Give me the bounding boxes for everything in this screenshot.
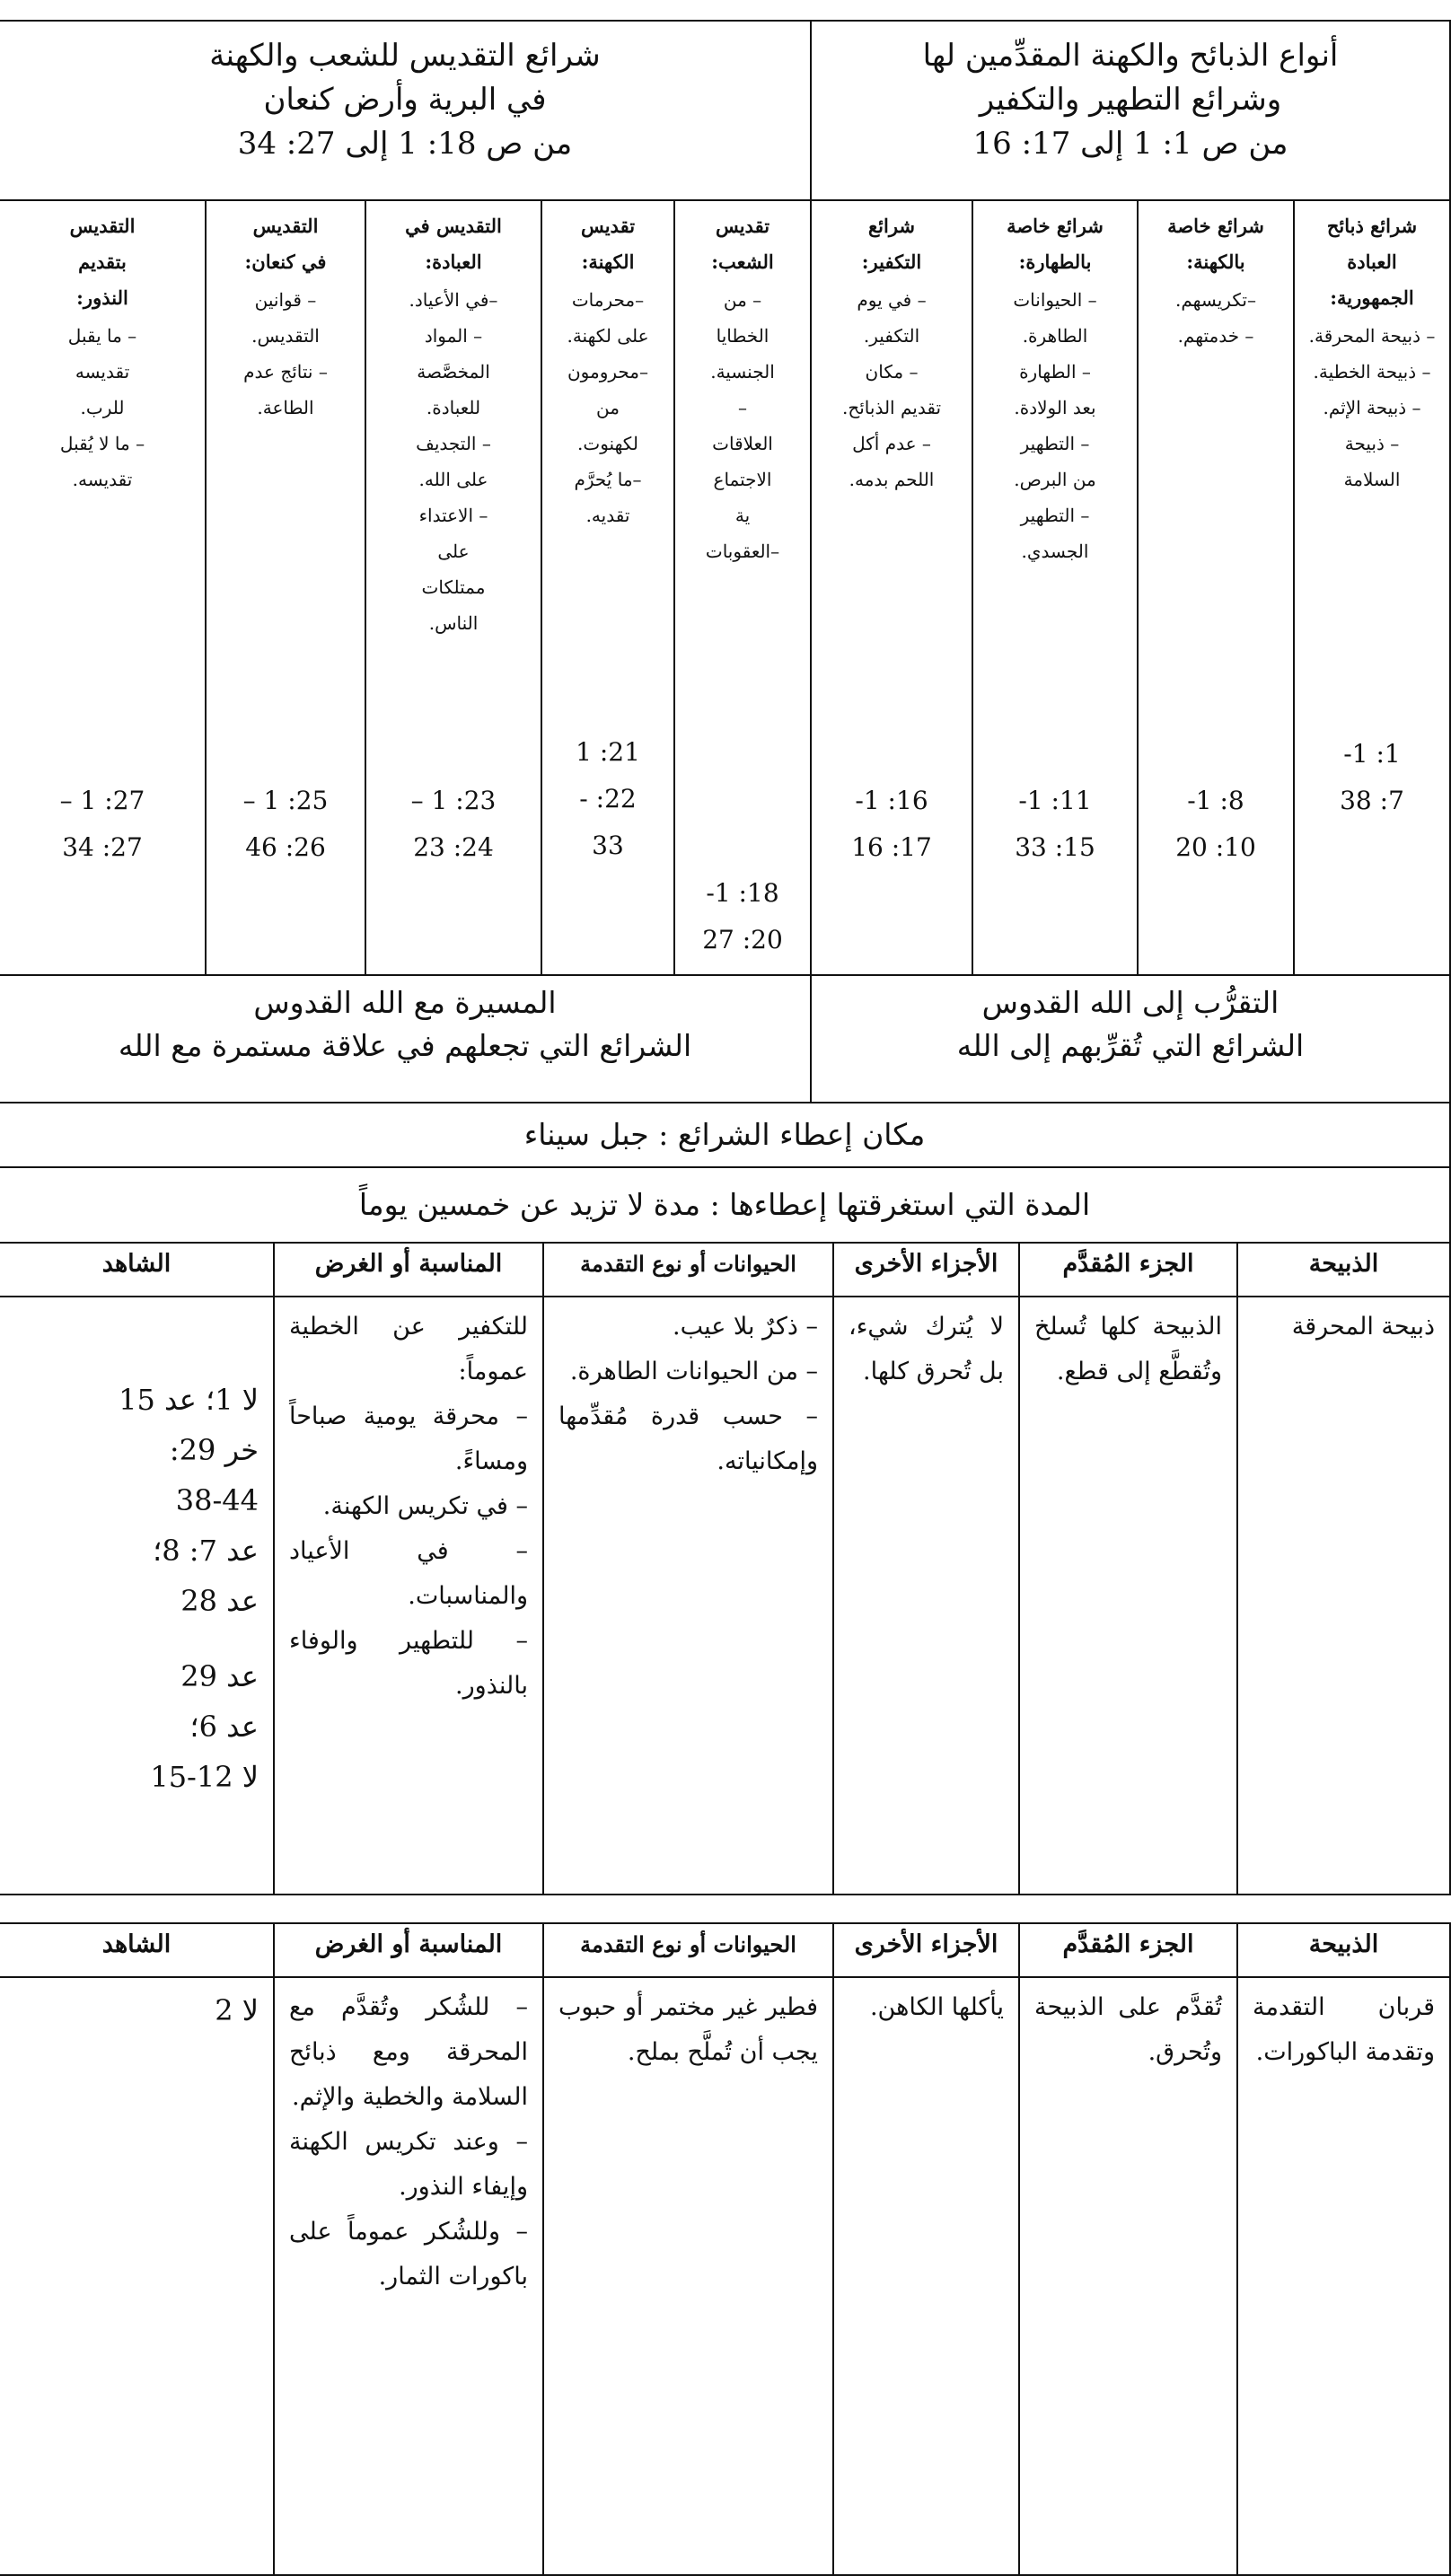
title-line: وشرائع التطهير والتكفير bbox=[979, 82, 1282, 118]
col-header-purpose: المناسبة أو الغرض bbox=[274, 1243, 543, 1297]
law-column bbox=[1138, 200, 1294, 975]
purpose: للتكفير عن الخطية عموماً: – محرقة يومية صباحاً ومساءً. – في تكريس الكهنة. – في الأعياد والمناسبات. – للتطهير والوفاء بالنذور. bbox=[274, 1297, 543, 1895]
column-heading: تقديس الكهنة: bbox=[580, 215, 636, 273]
law-column bbox=[206, 200, 365, 975]
col-header-other-parts: الأجزاء الأخرى bbox=[833, 1923, 1019, 1977]
other-parts: يأكلها الكاهن. bbox=[833, 1977, 1019, 2575]
column-body: – في يوم التكفير. – مكان تقديم الذبائح. – عدم أكل اللحم بدمه. bbox=[841, 289, 942, 490]
column-heading: شرائع التكفير: bbox=[861, 215, 922, 273]
column-body: –محرمات على لكهنة. –محرومون من لكهنوت. –ما يُحرَّم تقديه. bbox=[567, 289, 649, 526]
band-subtitle: الشرائع التي تُقرِّبهم إلى الله bbox=[956, 1028, 1305, 1063]
col-header-sacrifice: الذبيحة bbox=[1237, 1243, 1450, 1297]
law-column bbox=[541, 200, 674, 975]
sacrifice-table-grain bbox=[0, 1922, 1451, 2576]
title-line: شرائع التقديس للشعب والكهنة bbox=[209, 38, 601, 74]
column-body: –في الأعياد. – المواد المخصَّصة للعبادة. – التجديف على الله. – الاعتداء على ممتلكات الناس. bbox=[409, 289, 498, 634]
column-heading: شرائع خاصة بالكهنة: bbox=[1167, 215, 1264, 273]
title-line: من ص 1: 1 إلى 17: 16 bbox=[972, 126, 1288, 162]
table-row bbox=[0, 1977, 1450, 2575]
col-header-witness: الشاهد bbox=[0, 1923, 274, 1977]
table-row bbox=[0, 1297, 1450, 1895]
column-heading: التقديس بتقديم النذور: bbox=[69, 215, 136, 309]
col-header-offered-part: الجزء المُقدَّم bbox=[1019, 1243, 1237, 1297]
title-line: في البرية وأرض كنعان bbox=[263, 82, 547, 118]
section-title-left bbox=[0, 21, 811, 200]
column-heading: تقديس الشعب: bbox=[711, 215, 774, 273]
table-gap bbox=[0, 1895, 1451, 1922]
place-row: مكان إعطاء الشرائع : جبل سيناء bbox=[0, 1103, 1450, 1167]
law-columns-row bbox=[0, 200, 1450, 975]
column-heading: التقديس في العبادة: bbox=[405, 215, 502, 273]
witness-references: لا 1؛ عد 15 خر 29: 38-44 عد 7: 8؛ عد 28 عد 29 عد 6؛ لا 12-15 bbox=[0, 1297, 274, 1895]
column-body: – ذبيحة المحرقة. – ذبيحة الخطية. – ذبيحة الإثم. – ذبيحة السلامة bbox=[1308, 325, 1436, 490]
overview-table bbox=[0, 20, 1451, 1244]
column-reference: 18: 1- 20: 27 bbox=[702, 878, 783, 954]
col-header-animals: الحيوانات أو نوع التقدمة bbox=[543, 1923, 833, 1977]
law-column bbox=[365, 200, 541, 975]
law-column bbox=[972, 200, 1138, 975]
col-header-witness: الشاهد bbox=[0, 1243, 274, 1297]
law-column bbox=[674, 200, 811, 975]
title-line: أنواع الذبائح والكهنة المقدِّمين لها bbox=[922, 38, 1339, 74]
column-reference: 11: 1- 15: 33 bbox=[1015, 786, 1095, 862]
approach-band bbox=[811, 975, 1450, 1103]
law-column bbox=[1294, 200, 1450, 975]
sacrifice-table-burnt bbox=[0, 1242, 1451, 1895]
journey-band bbox=[0, 975, 811, 1103]
sacrifice-name: ذبيحة المحرقة bbox=[1237, 1297, 1450, 1895]
witness-references: لا 2 bbox=[0, 1977, 274, 2575]
other-parts: لا يُترك شيء، بل تُحرق كلها. bbox=[833, 1297, 1019, 1895]
duration-row: المدة التي استغرقتها إعطاءها : مدة لا تزيد عن خمسين يوماً bbox=[0, 1167, 1450, 1243]
document-page bbox=[0, 20, 1451, 2576]
column-reference: 16: 1- 17: 16 bbox=[851, 786, 932, 862]
column-heading: التقديس في كنعان: bbox=[244, 215, 327, 273]
col-header-purpose: المناسبة أو الغرض bbox=[274, 1923, 543, 1977]
animals: – ذكرٌ بلا عيب. – من الحيوانات الطاهرة. – حسب قدرة مُقدِّمها وإمكانياته. bbox=[543, 1297, 833, 1895]
column-body: – الحيوانات الطاهرة. – الطهارة بعد الولادة. – التطهير من البرص. – التطهير الجسدي. bbox=[1013, 289, 1097, 562]
band-title: التقرُّب إلى الله القدوس bbox=[981, 985, 1280, 1020]
column-body: – ما يقبل تقديسه للرب. – ما لا يُقبل تقديسه. bbox=[59, 325, 145, 490]
column-body: –تكريسهم. – خدمتهم. bbox=[1175, 289, 1256, 347]
col-header-sacrifice: الذبيحة bbox=[1237, 1923, 1450, 1977]
column-reference: 8: 1- 10: 20 bbox=[1175, 786, 1256, 862]
column-body: – قوانين التقديس. – نتائج عدم الطاعة. bbox=[243, 289, 328, 418]
column-heading: شرائع ذبائح العبادة الجمهورية: bbox=[1326, 215, 1418, 309]
animals: فطير غير مختمر أو حبوب يجب أن تُملَّح بملح. bbox=[543, 1977, 833, 2575]
section-title-right bbox=[811, 21, 1450, 200]
column-reference: 27: 1 – 27: 34 bbox=[59, 786, 145, 862]
band-subtitle: الشرائع التي تجعلهم في علاقة مستمرة مع الله bbox=[118, 1028, 692, 1063]
column-reference: 1: 1- 7: 38 bbox=[1340, 739, 1404, 815]
title-line: من ص 18: 1 إلى 27: 34 bbox=[237, 126, 573, 162]
column-heading: شرائع خاصة بالطهارة: bbox=[1007, 215, 1104, 273]
law-column bbox=[811, 200, 972, 975]
col-header-offered-part: الجزء المُقدَّم bbox=[1019, 1923, 1237, 1977]
column-reference: 23: 1 – 24: 23 bbox=[410, 786, 497, 862]
column-body: – من الخطايا الجنسية. – العلاقات الاجتماع ية –العقوبات bbox=[705, 289, 780, 562]
column-reference: 21: 1 22: - 33 bbox=[576, 737, 640, 860]
col-header-animals: الحيوانات أو نوع التقدمة bbox=[543, 1243, 833, 1297]
band-title: المسيرة مع الله القدوس bbox=[253, 985, 557, 1020]
offered-part: تُقدَّم على الذبيحة وتُحرق. bbox=[1019, 1977, 1237, 2575]
law-column bbox=[0, 200, 206, 975]
column-reference: 25: 1 – 26: 46 bbox=[242, 786, 329, 862]
purpose: – للشُكر وتُقدَّم مع المحرقة ومع ذبائح السلامة والخطية والإثم. – وعند تكريس الكهنة وإيفاء النذور. – وللشُكر عموماً على باكورات الثمار. bbox=[274, 1977, 543, 2575]
sacrifice-name: قربان التقدمة وتقدمة الباكورات. bbox=[1237, 1977, 1450, 2575]
col-header-other-parts: الأجزاء الأخرى bbox=[833, 1243, 1019, 1297]
offered-part: الذبيحة كلها تُسلخ وتُقطَّع إلى قطع. bbox=[1019, 1297, 1237, 1895]
